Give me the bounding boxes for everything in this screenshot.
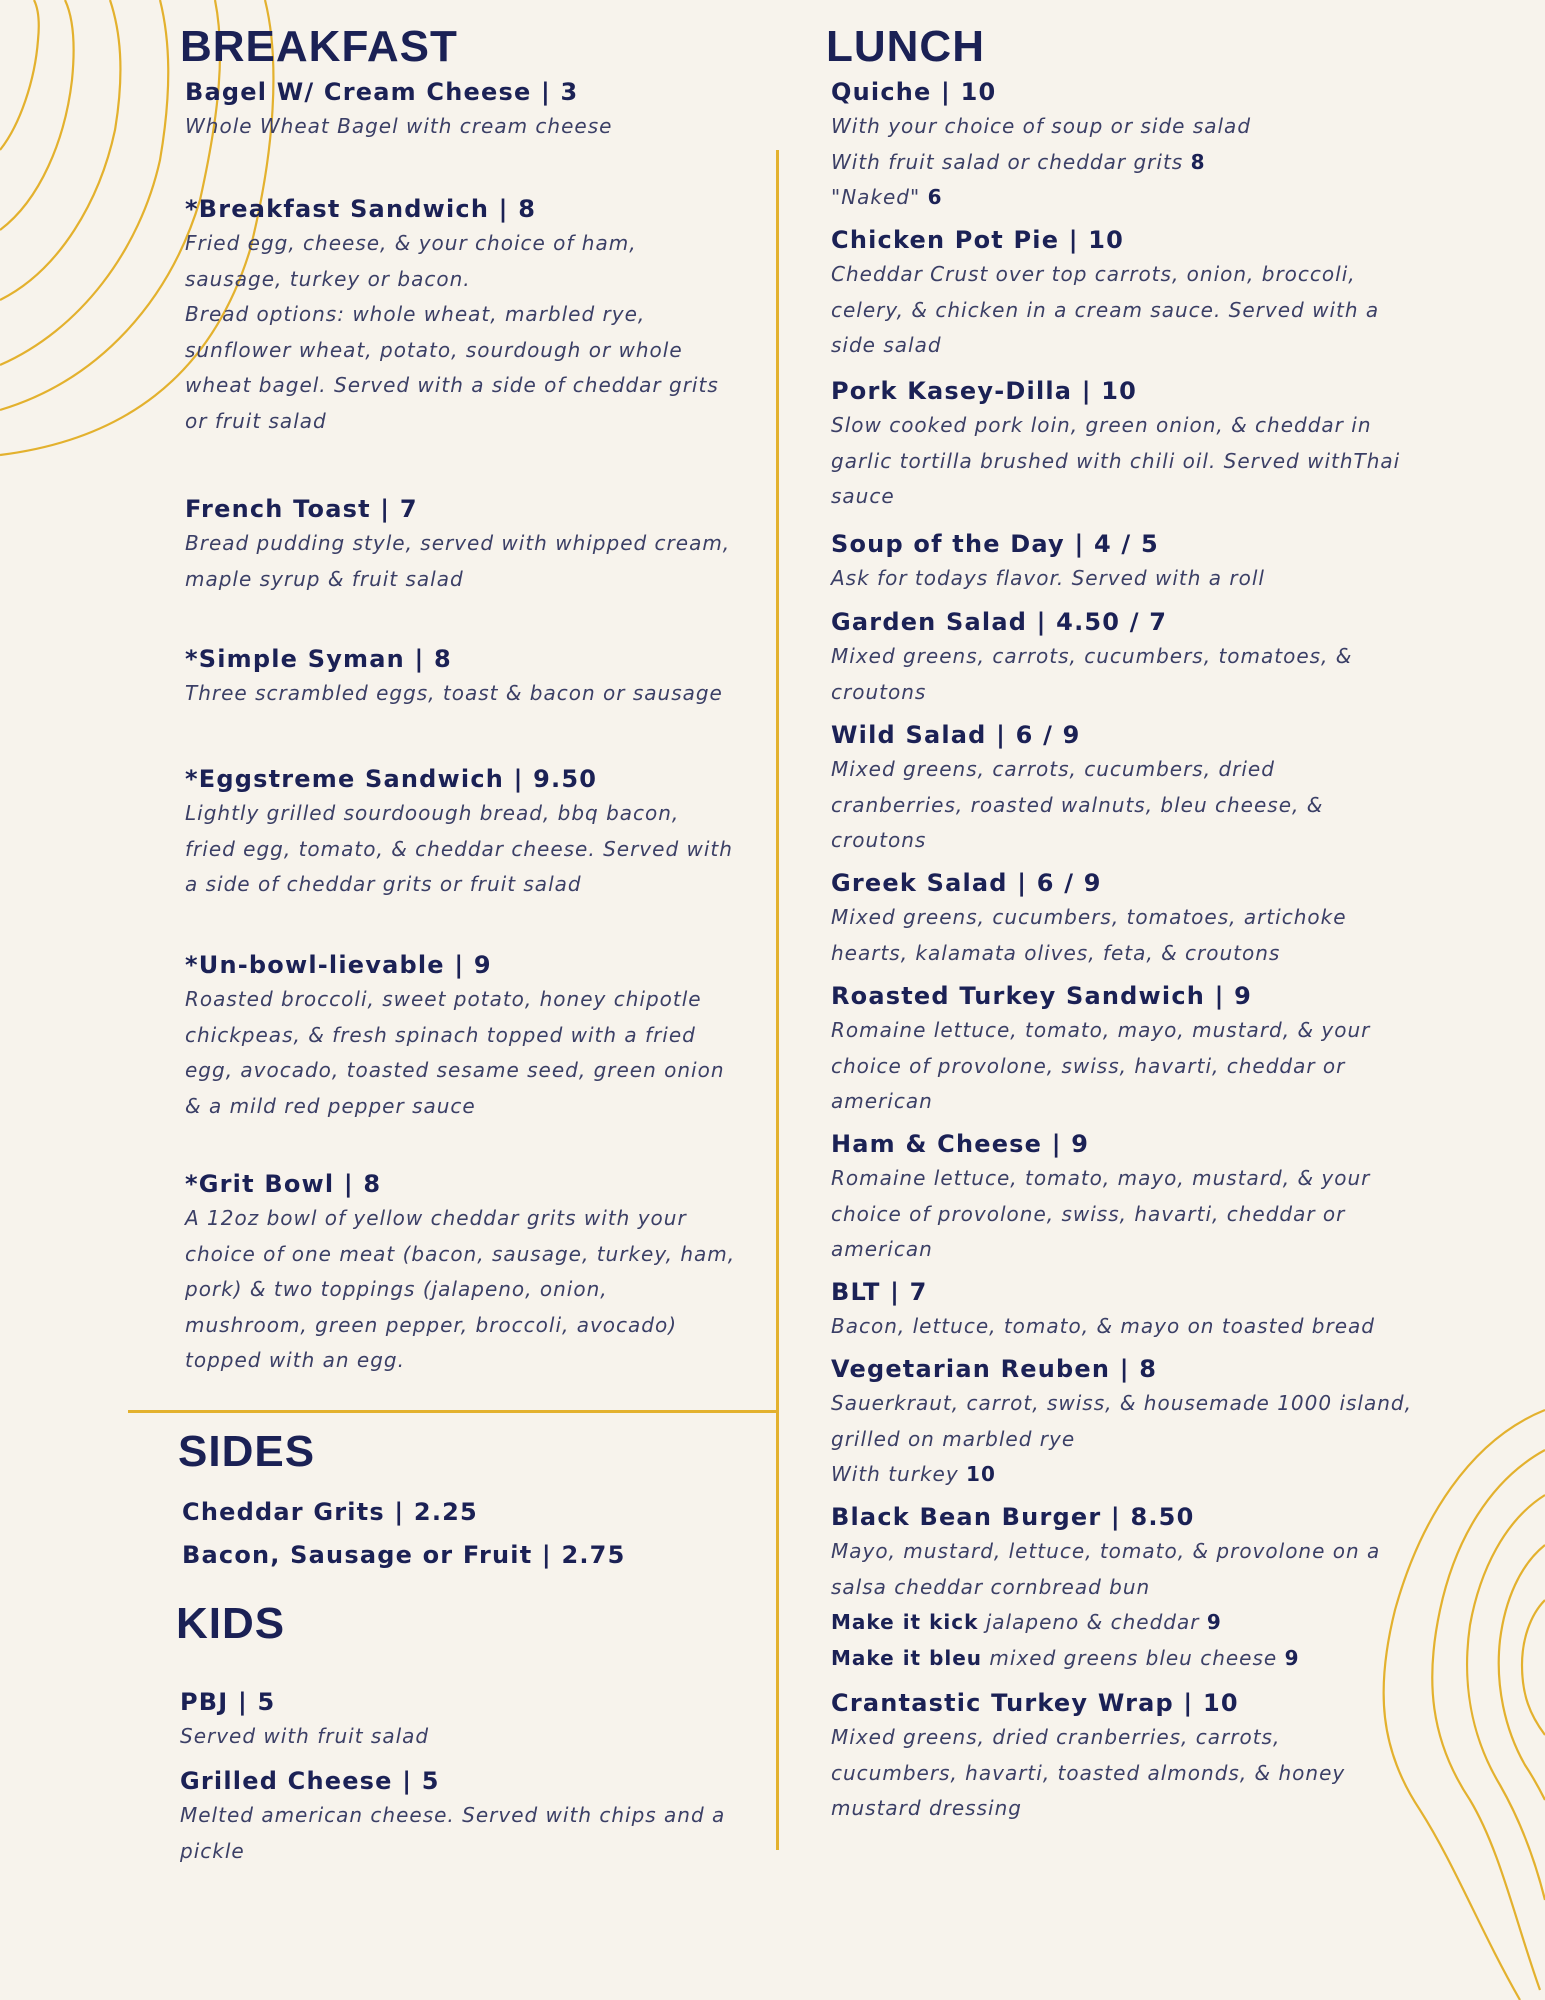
menu-item — [831, 1352, 1431, 1493]
option-text: mixed greens bleu cheese — [982, 1645, 1285, 1670]
option-price: 10 — [966, 1462, 996, 1486]
item-description: Cheddar Crust over top carrots, onion, broccoli, — [831, 262, 1356, 286]
item-description: A 12oz bowl of yellow cheddar grits with your — [185, 1206, 687, 1230]
item-option — [831, 1457, 1431, 1493]
item-title: Greek Salad | 6 / 9 — [831, 869, 1102, 897]
item-title: Wild Salad | 6 / 9 — [831, 721, 1081, 749]
item-title: Vegetarian Reuben | 8 — [831, 1355, 1158, 1383]
menu-item — [185, 75, 785, 145]
item-description: Three scrambled eggs, toast & bacon or sausage — [185, 681, 723, 705]
item-description: sauce — [831, 484, 895, 508]
item-title: Quiche | 10 — [831, 78, 997, 106]
item-description: Mixed greens, dried cranberries, carrots, — [831, 1725, 1281, 1749]
item-description: Mixed greens, carrots, cucumbers, dried — [831, 757, 1275, 781]
item-title: PBJ | 5 — [180, 1688, 276, 1716]
option-text: jalapeno & cheddar — [978, 1610, 1207, 1634]
menu-item — [180, 1764, 780, 1869]
item-description: celery, & chicken in a cream sauce. Served with a — [831, 297, 1380, 322]
item-description: & a mild red pepper sauce — [185, 1093, 476, 1118]
option-price: 6 — [927, 185, 943, 209]
menu-item — [831, 605, 1431, 710]
menu-item — [182, 1495, 782, 1529]
menu-item — [831, 979, 1431, 1120]
item-option — [831, 145, 1431, 181]
item-description: choice of provolone, swiss, havarti, cheddar or — [831, 1053, 1346, 1078]
menu-item — [831, 1275, 1431, 1345]
item-title: Garden Salad | 4.50 / 7 — [831, 608, 1168, 636]
item-title: Black Bean Burger | 8.50 — [831, 1503, 1195, 1531]
item-description: Fried egg, cheese, & your choice of ham, — [185, 231, 637, 255]
item-description: wheat bagel. Served with a side of cheddar grits — [185, 373, 719, 397]
item-title: Grilled Cheese | 5 — [180, 1767, 440, 1795]
item-description: choice of one meat (bacon, sausage, turkey, ham, — [185, 1241, 736, 1266]
item-description: sausage, turkey or bacon. — [185, 266, 471, 291]
option-price: 8 — [1190, 149, 1206, 174]
item-description: Romaine lettuce, tomato, mayo, mustard, & your — [831, 1018, 1371, 1042]
menu-item — [185, 948, 785, 1124]
item-title: *Eggstreme Sandwich | 9.50 — [185, 765, 598, 793]
item-title: Cheddar Grits | 2.25 — [182, 1498, 478, 1526]
item-description: grilled on marbled rye — [831, 1426, 1076, 1451]
item-description: Ask for todays flavor. Served with a roll — [831, 566, 1265, 590]
item-description: american — [831, 1237, 933, 1261]
item-description: sunflower wheat, potato, sourdough or whole — [185, 337, 683, 362]
item-description: mustard dressing — [831, 1796, 1022, 1820]
item-description: fried egg, tomato, & cheddar cheese. Served with — [185, 836, 733, 861]
item-title: Crantastic Turkey Wrap | 10 — [831, 1689, 1239, 1717]
item-description: egg, avocado, toasted sesame seed, green onion — [185, 1058, 725, 1082]
item-description: chickpeas, & fresh spinach topped with a fried — [185, 1022, 696, 1047]
item-description: american — [831, 1089, 933, 1113]
item-description: Sauerkraut, carrot, swiss, & housemade 1000 island, — [831, 1391, 1412, 1415]
menu-item — [185, 492, 785, 597]
sides-divider — [128, 1410, 778, 1413]
menu-item — [831, 718, 1431, 859]
option-price: 9 — [1284, 1645, 1300, 1670]
menu-item — [185, 1167, 785, 1379]
option-text: "Naked" — [831, 185, 928, 209]
item-description: Mixed greens, cucumbers, tomatoes, artichoke — [831, 905, 1347, 929]
item-title: Chicken Pot Pie | 10 — [831, 226, 1125, 254]
menu-item — [185, 642, 785, 712]
item-option — [831, 180, 1431, 216]
menu-item — [185, 192, 785, 439]
item-description: Melted american cheese. Served with chips and a — [180, 1803, 726, 1827]
item-description: Whole Wheat Bagel with cream cheese — [185, 114, 613, 138]
menu-item — [831, 527, 1431, 597]
item-description: Lightly grilled sourdoough bread, bbq bacon, — [185, 801, 680, 825]
item-title: French Toast | 7 — [185, 495, 418, 523]
item-description: side salad — [831, 333, 942, 357]
option-label: Make it kick — [831, 1610, 979, 1634]
item-description: pickle — [180, 1838, 245, 1863]
menu-item — [180, 1685, 780, 1755]
item-title: Ham & Cheese | 9 — [831, 1130, 1090, 1158]
item-title: *Simple Syman | 8 — [185, 645, 452, 673]
item-description: cranberries, roasted walnuts, bleu cheese, & — [831, 792, 1324, 817]
item-description: Romaine lettuce, tomato, mayo, mustard, & your — [831, 1166, 1371, 1190]
item-description: Served with fruit salad — [180, 1724, 430, 1748]
item-description: maple syrup & fruit salad — [185, 566, 464, 591]
item-title: Pork Kasey-Dilla | 10 — [831, 377, 1138, 405]
item-description: croutons — [831, 679, 927, 704]
item-description: With your choice of soup or side salad — [831, 114, 1252, 138]
item-description: Mixed greens, carrots, cucumbers, tomatoes, & — [831, 644, 1353, 668]
sides-heading: SIDES — [178, 1427, 316, 1476]
menu-item — [831, 1686, 1431, 1827]
item-description: choice of provolone, swiss, havarti, cheddar or — [831, 1201, 1346, 1226]
menu-item — [831, 75, 1431, 216]
menu-item — [185, 762, 785, 903]
item-description: Bacon, lettuce, tomato, & mayo on toasted bread — [831, 1314, 1375, 1338]
item-description: pork) & two toppings (jalapeno, onion, — [185, 1277, 608, 1301]
item-description: topped with an egg. — [185, 1348, 405, 1372]
item-option — [831, 1641, 1431, 1677]
item-description: or fruit salad — [185, 408, 327, 433]
breakfast-heading: BREAKFAST — [180, 22, 458, 71]
lunch-heading: LUNCH — [826, 22, 985, 71]
item-title: Bagel W/ Cream Cheese | 3 — [185, 78, 579, 106]
item-description: Roasted broccoli, sweet potato, honey chipotle — [185, 987, 702, 1011]
item-description: cucumbers, havarti, toasted almonds, & honey — [831, 1760, 1346, 1785]
item-title: *Grit Bowl | 8 — [185, 1170, 382, 1198]
item-description: salsa cheddar cornbread bun — [831, 1574, 1151, 1599]
menu-item — [831, 1127, 1431, 1268]
item-title: Bacon, Sausage or Fruit | 2.75 — [182, 1541, 626, 1569]
menu-item — [831, 1500, 1431, 1676]
kids-heading: KIDS — [176, 1599, 286, 1648]
menu-item — [831, 866, 1431, 971]
option-label: Make it bleu — [831, 1645, 983, 1670]
item-description: Slow cooked pork loin, green onion, & cheddar in — [831, 413, 1372, 437]
option-text: With fruit salad or cheddar grits — [831, 149, 1191, 174]
item-description: mushroom, green pepper, broccoli, avocado) — [185, 1312, 678, 1337]
item-title: Soup of the Day | 4 / 5 — [831, 530, 1159, 558]
menu-item — [182, 1538, 782, 1572]
menu-item — [831, 374, 1431, 515]
item-description: croutons — [831, 828, 927, 852]
item-title: Roasted Turkey Sandwich | 9 — [831, 982, 1253, 1010]
item-description: Bread options: whole wheat, marbled rye, — [185, 302, 646, 326]
item-description: a side of cheddar grits or fruit salad — [185, 872, 582, 896]
menu-item — [831, 223, 1431, 364]
item-description: Bread pudding style, served with whipped cream, — [185, 531, 731, 555]
item-title: BLT | 7 — [831, 1278, 928, 1306]
option-text: With turkey — [831, 1462, 967, 1486]
item-title: *Un-bowl-lievable | 9 — [185, 951, 492, 979]
item-description: hearts, kalamata olives, feta, & croutons — [831, 940, 1281, 965]
item-title: *Breakfast Sandwich | 8 — [185, 195, 537, 223]
option-price: 9 — [1206, 1610, 1222, 1634]
item-description: Mayo, mustard, lettuce, tomato, & provolone on a — [831, 1539, 1381, 1563]
item-description: garlic tortilla brushed with chili oil. Served withThai — [831, 448, 1401, 473]
item-option — [831, 1605, 1431, 1641]
